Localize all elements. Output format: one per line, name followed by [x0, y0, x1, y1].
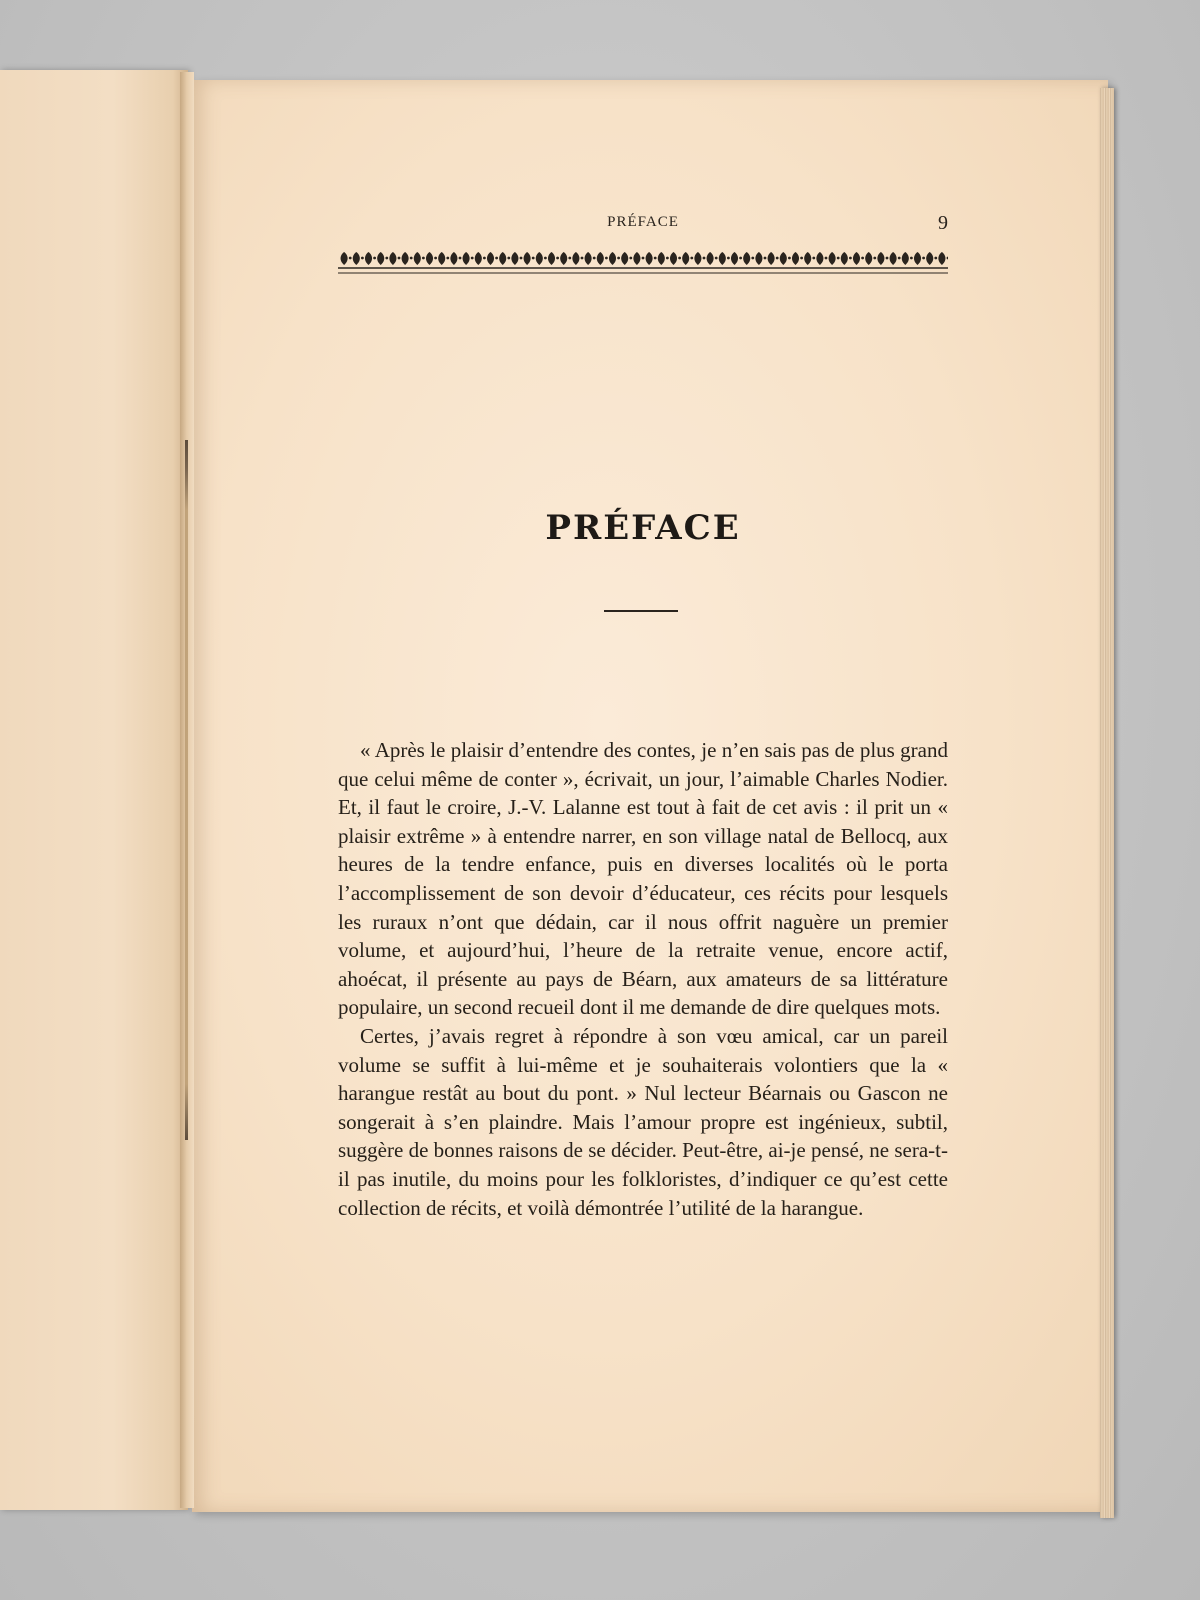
ornament-dot — [581, 257, 584, 260]
ornament-dot — [934, 257, 937, 260]
ornament-leaf — [389, 252, 396, 265]
ornament-leaf — [755, 252, 762, 265]
page-edges — [1100, 88, 1114, 1518]
ornament-leaf — [585, 252, 592, 265]
title-rule — [604, 610, 678, 612]
left-page — [0, 70, 188, 1510]
ornament-leaf — [646, 252, 653, 265]
ornament-dot — [849, 257, 852, 260]
ornament-dot — [837, 257, 840, 260]
ornament-dot — [361, 257, 364, 260]
ornament-leaf — [804, 252, 811, 265]
ornament-dot — [483, 257, 486, 260]
ornament-leaf — [914, 252, 921, 265]
ornament-leaf — [816, 252, 823, 265]
ornament-leaf — [511, 252, 518, 265]
ornament-dot — [654, 257, 657, 260]
ornament-dot — [873, 257, 876, 260]
ornament-dot — [666, 257, 669, 260]
ornament-dot — [715, 257, 718, 260]
ornament-leaf — [694, 252, 701, 265]
ornament-dot — [349, 257, 352, 260]
ornament-dot — [617, 257, 620, 260]
ornament-leaf — [463, 252, 470, 265]
ornament-dot — [532, 257, 535, 260]
ornament-leaf — [682, 252, 689, 265]
ornament-leaf — [792, 252, 799, 265]
ornament-dot — [556, 257, 559, 260]
ornament-leaf — [890, 252, 897, 265]
ornament-leaf — [524, 252, 531, 265]
ornament-leaf — [780, 252, 787, 265]
ornament-leaf — [853, 252, 860, 265]
ornament-leaf — [572, 252, 579, 265]
ornament-leaf — [353, 252, 360, 265]
binding-thread — [185, 440, 188, 1140]
ornament-dot — [800, 257, 803, 260]
ornament-leaf — [841, 252, 848, 265]
ornament-leaf — [487, 252, 494, 265]
ornament-dot — [593, 257, 596, 260]
ornament-leaf — [829, 252, 836, 265]
paragraph-2: Certes, j’avais regret à répondre à son vœu amical, car un pareil volume se suffit à lui-même et je souhaiterais volontiers que la « harangue restât au bout du pont. » Nul lecteur Béarnais ou Gascon ne songerait à s’en plaindre. Mais l’amour propre est ingénieux, subtil, suggère de bonnes raisons de se décider. Peut-être, ai-je pensé, ne sera-t-il pas inutile, du moins pour les folkloristes, d’indiquer ce qu’est cette collection de récits, et voilà démontrée l’utilité de la harangue. — [338, 1023, 948, 1220]
ornament-dot — [446, 257, 449, 260]
ornament-dot — [385, 257, 388, 260]
ornament-dot — [495, 257, 498, 260]
ornament-dot — [703, 257, 706, 260]
ornament-dot — [471, 257, 474, 260]
ornament-leaf — [731, 252, 738, 265]
ornamental-border — [338, 248, 948, 276]
ornament-leaf — [609, 252, 616, 265]
ornament-dot — [947, 257, 948, 260]
ornament-dot — [898, 257, 901, 260]
ornament-leaf — [877, 252, 884, 265]
ornament-leaf — [475, 252, 482, 265]
body-text — [338, 736, 948, 1222]
ornament-dot — [861, 257, 864, 260]
ornament-dot — [544, 257, 547, 260]
ornament-dot — [398, 257, 401, 260]
ornament-dot — [886, 257, 889, 260]
ornament-leaf — [499, 252, 506, 265]
ornament-dot — [410, 257, 413, 260]
ornament-leaf — [670, 252, 677, 265]
ornament-dot — [520, 257, 523, 260]
ornament-leaf — [377, 252, 384, 265]
ornament-leaf — [438, 252, 445, 265]
ornament-leaf — [560, 252, 567, 265]
ornament-dot — [568, 257, 571, 260]
ornament-leaf — [633, 252, 640, 265]
ornament-dot — [922, 257, 925, 260]
ornament-leaf — [707, 252, 714, 265]
running-head — [338, 212, 948, 238]
ornament-leaf — [768, 252, 775, 265]
ornament-leaf — [536, 252, 543, 265]
ornament-dot — [812, 257, 815, 260]
ornament-dot — [825, 257, 828, 260]
ornament-leaf — [597, 252, 604, 265]
ornament-dot — [727, 257, 730, 260]
ornament-leaf — [450, 252, 457, 265]
ornament-leaf — [341, 252, 348, 265]
ornament-leaf — [658, 252, 665, 265]
ornament-leaf — [365, 252, 372, 265]
ornament-dot — [690, 257, 693, 260]
running-title: PRÉFACE — [607, 214, 679, 230]
chapter-title: PRÉFACE — [545, 508, 741, 548]
ornament-leaf — [621, 252, 628, 265]
ornament-dot — [459, 257, 462, 260]
ornament-dot — [678, 257, 681, 260]
ornament-leaf — [719, 252, 726, 265]
ornament-leaf — [402, 252, 409, 265]
ornament-dot — [422, 257, 425, 260]
ornament-leaf — [414, 252, 421, 265]
ornament-dot — [605, 257, 608, 260]
page-number: 9 — [938, 212, 948, 234]
ornament-leaf — [938, 252, 945, 265]
ornament-leaf — [743, 252, 750, 265]
ornament-leaf — [926, 252, 933, 265]
ornament-dot — [507, 257, 510, 260]
paragraph-1: « Après le plaisir d’entendre des contes, je n’en sais pas de plus grand que celui même de conter », écrivait, un jour, l’aimable Charles Nodier. Et, il faut le croire, J.-V. Lalanne est tout à fait de cet avis : il prit un « plaisir extrême » à entendre narrer, en son village natal de Bellocq, aux heures de la tendre enfance, puis en diverses localités où le porta l’accomplissement de son devoir d’éducateur, ces récits pour lesquels les ruraux n’ont que dédain, car il nous offrit naguère un premier volume, et aujourd’hui, l’heure de la retraite venue, encore actif, ahoécat, il présente au pays de Béarn, aux amateurs de sa littérature populaire, un second recueil dont il me demande de dire quelques mots. — [338, 738, 948, 1020]
ornament-dot — [629, 257, 632, 260]
ornament-dot — [434, 257, 437, 260]
ornament-leaf — [548, 252, 555, 265]
ornament-leaf — [902, 252, 909, 265]
ornament-dot — [751, 257, 754, 260]
ornament-dot — [776, 257, 779, 260]
ornament-dot — [373, 257, 376, 260]
ornament-dot — [764, 257, 767, 260]
ornament-leaf — [426, 252, 433, 265]
ornament-dot — [642, 257, 645, 260]
ornament-leaf — [865, 252, 872, 265]
ornament-dot — [739, 257, 742, 260]
ornament-dot — [788, 257, 791, 260]
ornament-dot — [910, 257, 913, 260]
